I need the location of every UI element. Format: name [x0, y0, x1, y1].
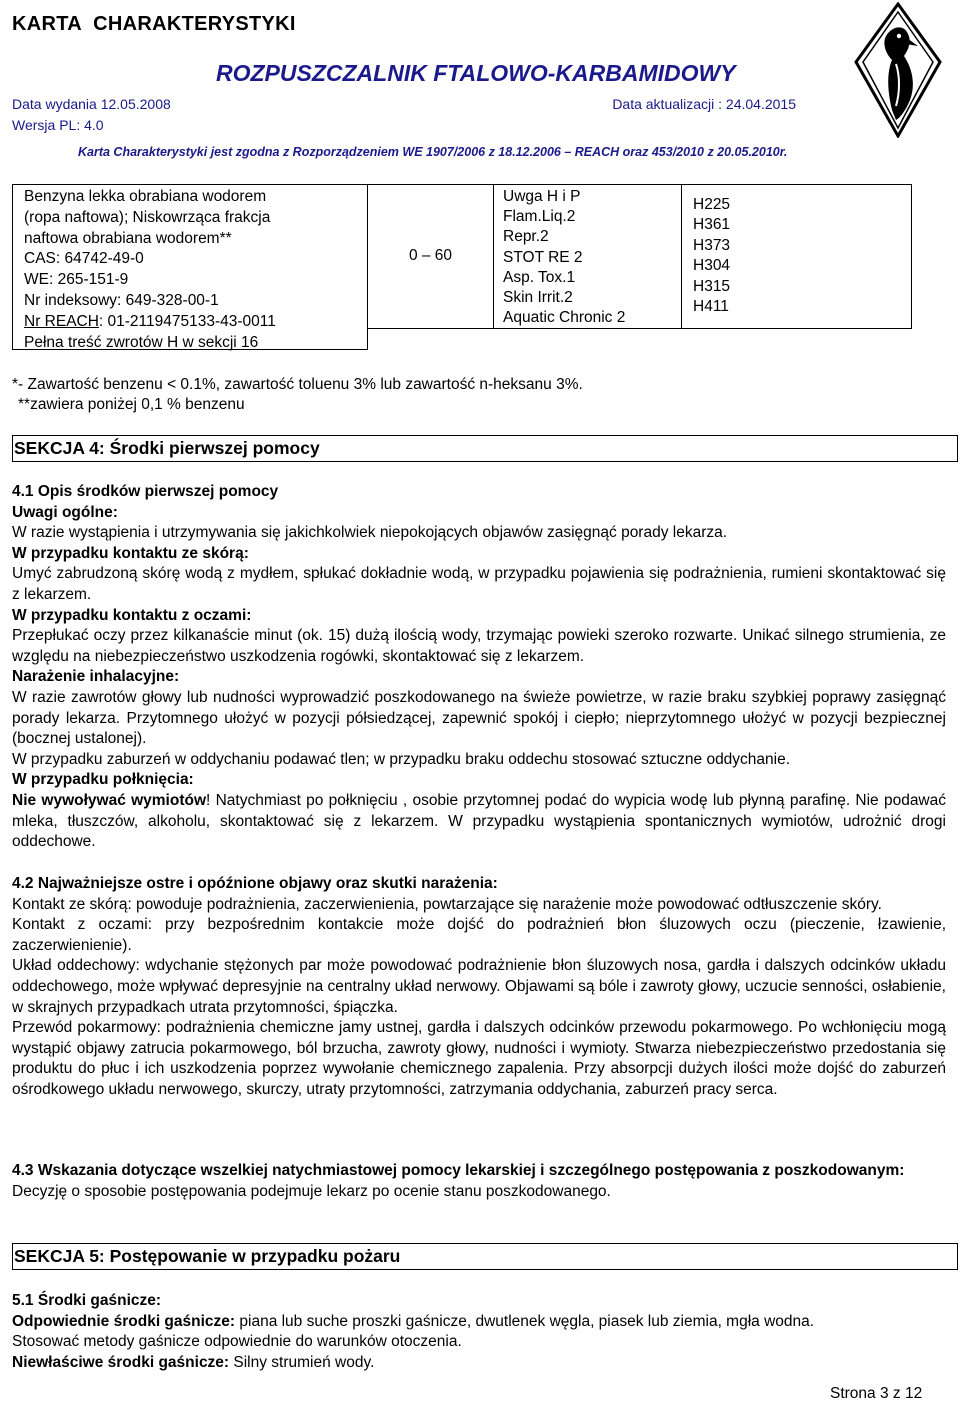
section-4-1-block — [12, 482, 946, 853]
ingestion-text — [12, 791, 946, 853]
classification-line: Flam.Liq.2 — [503, 208, 576, 226]
substance-line: naftowa obrabiana wodorem** — [24, 229, 232, 247]
hazard-code: H373 — [693, 236, 731, 254]
subsection-4-3-title: 4.3 Wskazania dotyczące wszelkiej natychmiastowej pomocy lekarskiej i szczególnego postępowania z poszkodowanym: — [12, 1162, 905, 1179]
eye-contact-text: Przepłukać oczy przez kilkanaście minut (ok. 15) dużą ilością wody, trzymając powieki szeroko rozwarte. Unikać silnego strumienia, ze względu na niebezpieczeństwo uszkodzenia rogówki, skontaktować się z lekarzem. — [12, 627, 946, 665]
h-phrases-reference: Pełna treść zwrotów H w sekcji 16 — [24, 333, 259, 351]
product-name: ROZPUSZCZALNIK FTALOWO-KARBAMIDOWY — [216, 60, 736, 86]
general-notes-text: W razie wystąpienia i utrzymywania się jakichkolwiek niepokojących objawów zasięgnąć porady lekarza. — [12, 524, 728, 542]
eye-contact-label: W przypadku kontaktu z oczami: — [12, 606, 252, 624]
classification-cell — [494, 184, 682, 328]
suitable-media-text: piana lub suche proszki gaśnicze, dwutlenek węgla, piasek lub ziemia, mgła wodna. — [235, 1312, 815, 1330]
classification-line: STOT RE 2 — [503, 248, 583, 266]
date-row — [12, 95, 796, 113]
composition-note-1: *- Zawartość benzenu < 0.1%, zawartość toluenu 3% lub zawartość n-heksanu 3%. — [12, 376, 583, 393]
bird-logo-icon — [852, 2, 944, 138]
suitable-media — [12, 1312, 946, 1333]
subsection-4-2-title: 4.2 Najważniejsze ostre i opóźnione objawy oraz skutki narażenia: — [12, 875, 498, 892]
update-date: Data aktualizacji : 24.04.2015 — [612, 96, 796, 112]
section-5-header: SEKCJA 5: Postępowanie w przypadku pożaru — [12, 1243, 958, 1270]
symptoms-respiratory: Układ oddechowy: wdychanie stężonych par może powodować podrażnienie błon śluzowych nosa, gardła i dalszych odcinków układu oddechowego, może wpływać depresyjnie na centralny układ nerwowy. Objawami są bóle i zawroty głowy, uczucie senności, osłabienie, w skrajnych przypadkach utrata przytomności, śpiączka. — [12, 957, 946, 1016]
section-5-1-block — [12, 1291, 946, 1373]
cas-number: CAS: 64742-49-0 — [24, 250, 144, 268]
composition-table — [12, 184, 912, 350]
reach-number — [24, 312, 367, 333]
medical-advice-text: Decyzję o sposobie postępowania podejmuje lekarz po ocenie stanu poszkodowanego. — [12, 1182, 611, 1200]
concentration-value: 0 – 60 — [408, 247, 453, 265]
unsuitable-media — [12, 1353, 946, 1374]
skin-contact-label: W przypadku kontaktu ze skórą: — [12, 544, 249, 562]
unsuitable-media-text: Silny strumień wody. — [229, 1353, 375, 1371]
hazard-code: H225 — [693, 196, 731, 213]
ec-number: WE: 265-151-9 — [24, 271, 129, 289]
classification-line: Uwga H i P — [503, 188, 581, 205]
hazard-codes-cell — [682, 184, 912, 328]
symptoms-digestive: Przewód pokarmowy: podrażnienia chemiczne jamy ustnej, gardła i dalszych odcinków przewodu pokarmowego. Po wchłonięciu mogą wystąpić objawy zatrucia pokarmowego, ból brzucha, zawroty głowy, nudności i wymioty. Stwarza niebezpieczeństwo przedostania się produktu do płuc i ich uszkodzenia poprzez wywołanie chemicznego zapalenia. Przy absorpcji dużych ilości może dojść do zaburzeń ośrodkowego układu nerwowego, skurczy, utraty przytomności, zatrzymania oddychania, zaburzeń pracy serca. — [12, 1019, 946, 1098]
unsuitable-media-label: Niewłaściwe środki gaśnicze: — [12, 1353, 230, 1371]
inhalation-text: W razie zawrotów głowy lub nudności wyprowadzić poszkodowanego na świeże powietrze, w razie braku szybkiej poprawy zasięgnąć porady lekarza. Przytomnego ułożyć w pozycji półsiedzącej, zapewnić spokój i ciepło; nieprzytomnego ułożyć w pozycji bezpiecznej (bocznej ustalonej). — [12, 688, 946, 748]
substance-line: Benzyna lekka obrabiana wodorem — [24, 188, 267, 205]
concentration-cell — [368, 184, 494, 328]
section-4-2-block — [12, 874, 946, 1101]
classification-line: Asp. Tox.1 — [503, 268, 576, 286]
version: Wersja PL: 4.0 — [12, 117, 104, 133]
symptoms-eyes: Kontakt z oczami: przy bezpośrednim kontakcie może dojść do podrażnień błon śluzowych oczu (pieczenie, łzawienie, zaczerwienienie). — [12, 916, 946, 954]
document-type-title: KARTA CHARAKTERYSTYKI — [12, 13, 296, 35]
classification-line: Skin Irrit.2 — [503, 289, 573, 307]
section-4-3-block — [12, 1161, 946, 1202]
table-divider — [368, 328, 912, 350]
subsection-5-1-title: 5.1 Środki gaśnicze: — [12, 1292, 162, 1309]
hazard-code: H411 — [693, 298, 729, 316]
page-number: Strona 3 z 12 — [830, 1385, 923, 1402]
reach-value: : 01-2119475133-43-0011 — [98, 312, 276, 330]
substance-identification-cell — [12, 184, 368, 350]
inhalation-label: Narażenie inhalacyjne: — [12, 668, 180, 686]
substance-line: (ropa naftowa); Niskowrząca frakcja — [24, 208, 271, 226]
index-number: Nr indeksowy: 649-328-00-1 — [24, 291, 219, 309]
ingestion-label: W przypadku połknięcia: — [12, 771, 194, 789]
composition-note-2: **zawiera poniżej 0,1 % benzenu — [18, 396, 245, 413]
section-4-header: SEKCJA 4: Środki pierwszej pomocy — [12, 435, 958, 462]
suitable-media-label: Odpowiednie środki gaśnicze: — [12, 1312, 236, 1330]
hazard-code: H304 — [693, 257, 731, 275]
reach-label: Nr REACH — [24, 312, 99, 330]
hazard-code: H361 — [693, 216, 731, 234]
classification-line: Repr.2 — [503, 228, 549, 246]
suitable-media-text-2: Stosować metody gaśnicze odpowiednie do warunków otoczenia. — [12, 1333, 462, 1351]
ingestion-instructions: ! Natychmiast po połknięciu , osobie przytomnej podać do wypicia wodę lub płynną parafinę. Nie podawać mleka, tłuszczów, alkoholu, skontaktować się z lekarzem. W przypadku wystąpienia spontanicznych wymiotów, udrożnić drogi oddechowe. — [12, 791, 946, 851]
skin-contact-text: Umyć zabrudzoną skórę wodą z mydłem, spłukać dokładnie wodą, w przypadku pojawienia się podrażnienia, rumieni skontaktować się z lekarzem. — [12, 565, 946, 603]
inhalation-text-2: W przypadku zaburzeń w oddychaniu podawać tlen; w przypadku braku oddechu stosować sztuczne oddychanie. — [12, 750, 791, 768]
compliance-statement: Karta Charakterystyki jest zgodna z Rozporządzeniem WE 1907/2006 z 18.12.2006 – REACH oraz 453/2010 z 20.05.2010r. — [78, 145, 788, 159]
hazard-code: H315 — [693, 277, 731, 295]
classification-line: Aquatic Chronic 2 — [503, 309, 626, 327]
subsection-4-1-title: 4.1 Opis środków pierwszej pomocy — [12, 483, 279, 500]
issue-date: Data wydania 12.05.2008 — [12, 96, 171, 112]
ingestion-warning: Nie wywoływać wymiotów — [12, 791, 207, 809]
symptoms-skin: Kontakt ze skórą: powoduje podrażnienia, zaczerwienienia, powtarzające się narażenie może powodować odtłuszczenie skóry. — [12, 895, 882, 913]
general-notes-label: Uwagi ogólne: — [12, 503, 118, 521]
